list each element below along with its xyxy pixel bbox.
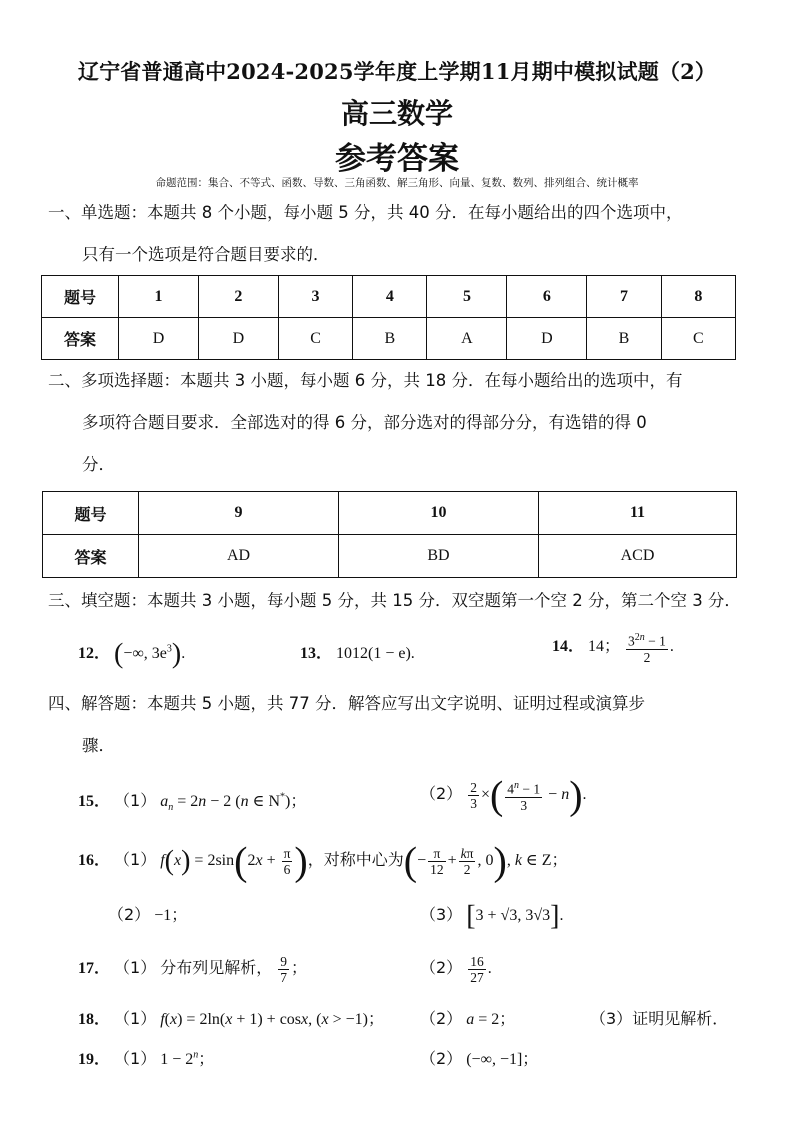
q12-number: 12．	[78, 645, 111, 662]
table1-answer: B	[587, 318, 661, 360]
table1-num: 1	[119, 276, 199, 318]
q16-part3-answer: [3 + √3, 3√3].	[466, 900, 564, 932]
table1-answer: D	[198, 318, 278, 360]
section4-line2: 骤．	[82, 736, 115, 755]
table1-header-num: 题号	[42, 276, 119, 318]
table1-num: 3	[278, 276, 352, 318]
q16-part2-answer: −1；	[154, 907, 188, 924]
q15-number: 15．	[78, 793, 111, 810]
q13-number: 13．	[300, 645, 333, 662]
answer-q19-part1	[78, 1046, 214, 1069]
q17-part2-label: （2）	[420, 958, 463, 978]
q18-part3-text: 证明见解析．	[632, 1009, 729, 1028]
section4-line1: 四、解答题：本题共 5 小题，共 77 分．解答应写出文字说明、证明过程或演算步	[48, 694, 645, 713]
answer-q17-part2	[420, 954, 492, 985]
q16-center-answer: (− $\frac{\pi}{12}$ + $\frac{k\pi}{2}$ , 0), k ∈ Z；	[403, 838, 568, 884]
q18-part2-label: （2）	[420, 1009, 463, 1028]
q16-part1-answer: f(x) = 2sin(2x + $\frac{\pi}{6}$ )	[160, 838, 308, 884]
answer-q12	[78, 638, 186, 670]
table1-num: 4	[353, 276, 427, 318]
table1-header-ans: 答案	[42, 318, 119, 360]
q16-number: 16．	[78, 852, 111, 870]
q18-part3-label: （3）	[590, 1009, 633, 1028]
section1-line2: 只有一个选项是符合题目要求的．	[82, 245, 330, 264]
table1-num: 7	[587, 276, 661, 318]
table2-answer: AD	[139, 535, 339, 578]
answer-q18-part2	[420, 1006, 515, 1029]
q14-answer2: $\frac{3^{2n} - 1}{2}$	[628, 632, 666, 665]
q19-number: 19．	[78, 1051, 111, 1068]
table1-answer: D	[119, 318, 199, 360]
answer-q15-part1	[78, 788, 306, 813]
answer-q15-part2	[420, 772, 587, 818]
q16-part1-label: （1）	[114, 850, 157, 870]
section3-line1: 三、填空题：本题共 3 小题，每小题 5 分，共 15 分．双空题第一个空 2 分，第二个空 3 分．	[48, 591, 741, 610]
section2-line2: 多项符合题目要求．全部选对的得 6 分，部分选对的得部分分，有选错的得 0	[82, 413, 647, 432]
section2-line3: 分．	[82, 455, 115, 474]
section2-line1: 二、多项选择题：本题共 3 小题，每小题 6 分，共 18 分．在每小题给出的选项中，有	[48, 371, 683, 390]
subject-title: 高三数学	[340, 97, 453, 130]
q17-part1-answer: $\frac{9}{7}$ ；	[280, 954, 307, 985]
answer-q16-part3	[420, 900, 564, 932]
section2-answer-table	[42, 491, 737, 578]
answer-q16-part2	[108, 902, 187, 925]
answer-q18-part1	[78, 1006, 384, 1029]
q17-part2-answer: $\frac{16}{27}$ .	[470, 954, 492, 985]
q16-part2-label: （2）	[108, 905, 151, 924]
table1-answer: A	[427, 318, 507, 360]
q14-answer1: 14	[588, 637, 605, 655]
answer-q19-part2	[420, 1046, 538, 1069]
q17-part1-text: 分布列见解析，	[160, 958, 273, 978]
q18-part1-answer: f(x) = 2ln(x + 1) + cosx, (x > −1)；	[160, 1011, 384, 1028]
table1-num: 8	[661, 276, 735, 318]
section1-line1: 一、单选题：本题共 8 个小题，每小题 5 分，共 40 分．在每小题给出的四个选项中，	[48, 203, 683, 222]
q19-part1-answer: $1 - 2^n$；	[160, 1049, 215, 1068]
table1-answer: B	[353, 318, 427, 360]
q18-part2-answer: a = 2；	[466, 1011, 516, 1028]
q17-number: 17．	[78, 960, 111, 978]
q15-part1-label: （1）	[114, 791, 157, 810]
table1-num: 2	[198, 276, 278, 318]
q16-center-text: ，对称中心为	[307, 850, 404, 870]
q15-part1-answer: $a_n = 2n - 2$ (n ∈ N*)；	[160, 791, 307, 814]
table1-answer: D	[507, 318, 587, 360]
table1-num: 6	[507, 276, 587, 318]
q12-answer: (−∞, $3e^3$).	[114, 638, 186, 670]
table1-answer: C	[278, 318, 352, 360]
q13-answer: 1012(1 − e)	[336, 645, 411, 662]
table2-num: 9	[139, 492, 339, 535]
answer-q14: 14． 14； $\frac{3^{2n} - 1}{2}$ .	[552, 632, 674, 665]
table2-answer: ACD	[539, 535, 737, 578]
table2-header-num: 题号	[43, 492, 139, 535]
table2-answer: BD	[339, 535, 539, 578]
q18-number: 18．	[78, 1011, 111, 1028]
answer-q18-part3	[590, 1006, 728, 1029]
page-title: 辽宁省普通高中2024-2025学年度上学期11月期中模拟试题（2）	[77, 59, 717, 84]
q14-number: 14．	[552, 637, 585, 655]
answer-q16-part1	[78, 838, 568, 884]
table2-header-ans: 答案	[43, 535, 139, 578]
q17-part1-label: （1）	[114, 958, 157, 978]
table2-num: 11	[539, 492, 737, 535]
q15-part2-answer: $\frac{2}{3}$ ×( $\frac{4^n - 1}{3}$ − n).	[470, 772, 587, 818]
answer-q13: 13． 1012(1 − e).	[300, 645, 415, 662]
q16-part3-label: （3）	[420, 905, 463, 924]
table1-num: 5	[427, 276, 507, 318]
table2-num: 10	[339, 492, 539, 535]
q15-part2-label: （2）	[420, 783, 463, 803]
answer-q17-part1	[78, 954, 307, 985]
table1-answer: C	[661, 318, 735, 360]
q19-part2-label: （2）	[420, 1049, 463, 1068]
answer-heading: 参考答案	[335, 141, 459, 177]
q18-part1-label: （1）	[114, 1009, 157, 1028]
q19-part2-answer: (−∞, −1]；	[466, 1051, 539, 1068]
section1-answer-table	[41, 275, 736, 360]
scope-line: 命题范围：集合、不等式、函数、导数、三角函数、解三角形、向量、复数、数列、排列组合、统计概率	[155, 177, 639, 189]
q19-part1-label: （1）	[114, 1049, 157, 1068]
